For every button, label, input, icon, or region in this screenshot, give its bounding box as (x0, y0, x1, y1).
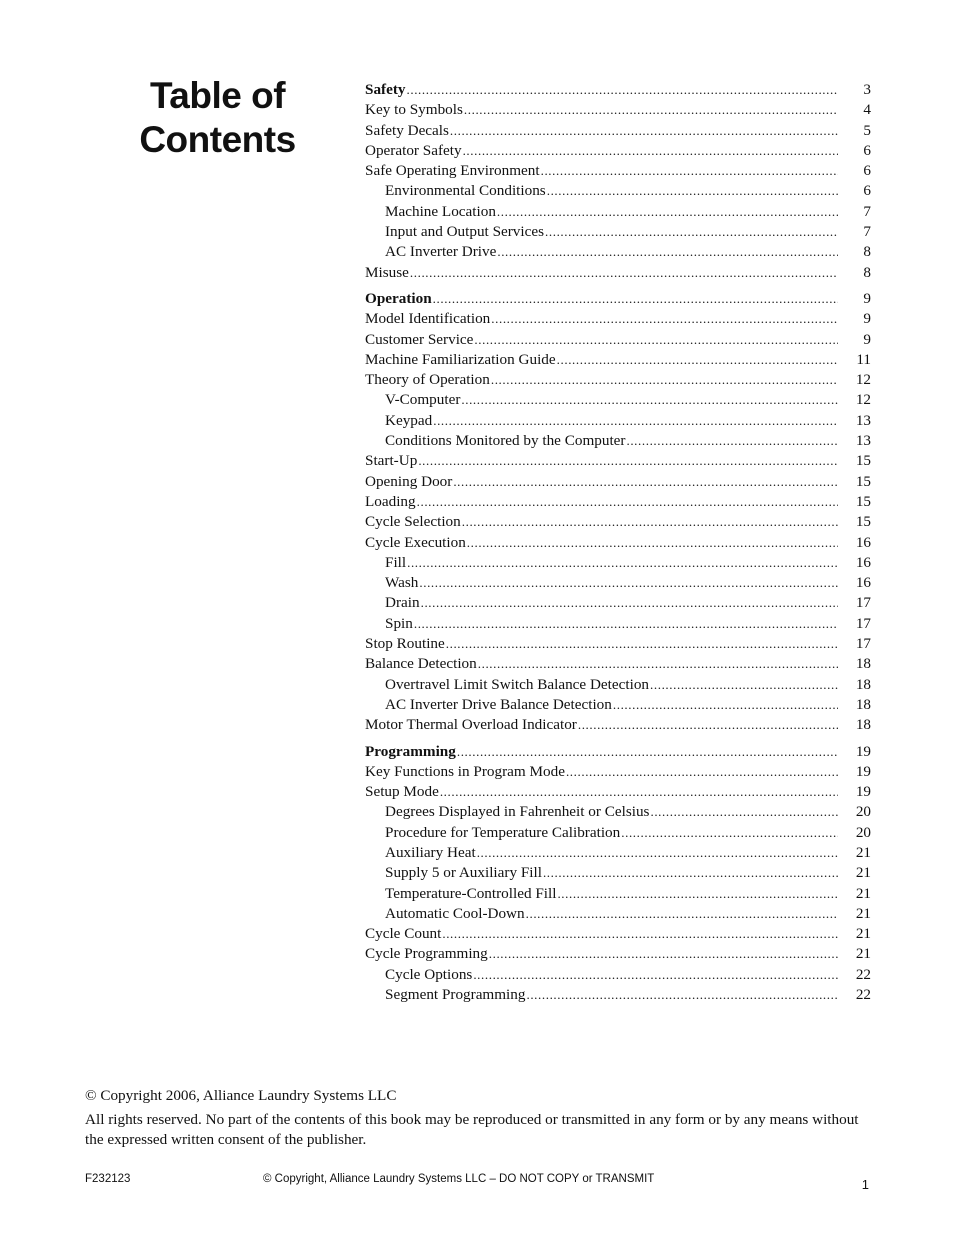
toc-dot-leader (545, 222, 838, 242)
toc-entry[interactable] (365, 161, 871, 181)
toc-dot-leader (497, 202, 838, 222)
toc-entry-label: Key to Symbols (365, 101, 463, 119)
toc-dot-leader (543, 863, 838, 883)
toc-entry[interactable] (365, 370, 871, 390)
toc-dot-leader (457, 742, 838, 762)
toc-entry-label: V-Computer (385, 391, 461, 409)
toc-dot-leader (526, 985, 838, 1005)
toc-entry-page: 13 (855, 432, 871, 450)
toc-dot-leader (650, 675, 838, 695)
toc-entry[interactable] (365, 350, 871, 370)
toc-entry[interactable] (365, 654, 871, 674)
copyright-block (85, 1086, 865, 1154)
toc-entry-page: 18 (855, 716, 871, 734)
toc-dot-leader (526, 904, 838, 924)
toc-entry-label: Segment Programming (385, 986, 526, 1004)
toc-dot-leader (489, 944, 838, 964)
toc-entry-page: 9 (863, 310, 871, 328)
toc-dot-leader (446, 634, 838, 654)
toc-entry-label: Balance Detection (365, 655, 477, 673)
toc-entry-label: Cycle Count (365, 925, 442, 943)
toc-dot-leader (453, 472, 838, 492)
toc-entry-page: 15 (855, 492, 871, 510)
toc-dot-leader (419, 573, 838, 593)
toc-entry[interactable] (365, 924, 871, 944)
toc-entry-label: Key Functions in Program Mode (365, 762, 565, 780)
toc-entry-page: 22 (855, 965, 871, 983)
toc-entry-label: Temperature-Controlled Fill (385, 884, 557, 902)
page-number: 1 (861, 1177, 869, 1192)
toc-dot-leader (613, 695, 838, 715)
toc-dot-leader (557, 350, 838, 370)
toc-entry-page: 15 (855, 452, 871, 470)
toc-entry-page: 13 (855, 411, 871, 429)
toc-dot-leader (621, 823, 838, 843)
page-title (110, 74, 325, 162)
toc-subentry[interactable] (365, 863, 871, 883)
toc-section-entry[interactable] (365, 289, 871, 309)
toc-subentry[interactable] (365, 675, 871, 695)
toc-entry-label: Start-Up (365, 452, 418, 470)
toc-entry-page: 18 (855, 695, 871, 713)
toc-entry-label: Supply 5 or Auxiliary Fill (385, 864, 542, 882)
toc-entry[interactable] (365, 141, 871, 161)
toc-entry-page: 21 (855, 864, 871, 882)
toc-dot-leader (462, 512, 838, 532)
toc-entry-page: 17 (855, 614, 871, 632)
toc-entry-label: Operator Safety (365, 141, 462, 159)
toc-entry-label: Wash (385, 574, 419, 592)
toc-subentry[interactable] (365, 843, 871, 863)
toc-dot-leader (450, 121, 838, 141)
toc-entry-label: Machine Location (385, 202, 496, 220)
toc-entry-page: 9 (863, 330, 871, 348)
toc-dot-leader (491, 309, 838, 329)
toc-subentry[interactable] (365, 411, 871, 431)
toc-entry-label: Misuse (365, 263, 409, 281)
toc-entry-page: 5 (863, 121, 871, 139)
toc-entry-label: Degrees Displayed in Fahrenheit or Celsius (385, 803, 650, 821)
toc-dot-leader (547, 181, 838, 201)
toc-dot-leader (440, 782, 838, 802)
toc-entry-page: 15 (855, 472, 871, 490)
toc-subentry[interactable] (365, 242, 871, 262)
toc-entry-label: Drain (385, 594, 420, 612)
toc-subentry[interactable] (365, 390, 871, 410)
toc-dot-leader (578, 715, 838, 735)
toc-entry[interactable] (365, 634, 871, 654)
toc-entry-page: 6 (863, 162, 871, 180)
toc-entry-label: Setup Mode (365, 783, 439, 801)
toc-dot-leader (478, 654, 838, 674)
toc-entry-label: Cycle Execution (365, 533, 466, 551)
toc-entry-label: Safety Decals (365, 121, 449, 139)
toc-entry[interactable] (365, 263, 871, 283)
toc-entry-label: Procedure for Temperature Calibration (385, 823, 621, 841)
toc-entry[interactable] (365, 492, 871, 512)
toc-entry-page: 15 (855, 513, 871, 531)
rights-statement: All rights reserved. No part of the contents of this book may be reproduced or transmitted in any form or by any means without the expressed written consent of the publisher. (85, 1111, 859, 1148)
toc-entry-label: Motor Thermal Overload Indicator (365, 716, 577, 734)
toc-entry-label: Programming (365, 742, 456, 760)
toc-dot-leader (491, 370, 838, 390)
toc-subentry[interactable] (365, 181, 871, 201)
toc-entry-page: 9 (863, 289, 871, 307)
copyright-line: © Copyright 2006, Alliance Laundry Systems LLC (85, 1087, 397, 1104)
toc-entry-page: 18 (855, 675, 871, 693)
toc-dot-leader (497, 242, 838, 262)
toc-entry[interactable] (365, 309, 871, 329)
toc-dot-leader (473, 965, 838, 985)
toc-entry-page: 6 (863, 182, 871, 200)
toc-entry-label: Keypad (385, 411, 433, 429)
toc-dot-leader (433, 411, 838, 431)
toc-entry-page: 12 (855, 391, 871, 409)
toc-entry-page: 8 (863, 263, 871, 281)
toc-subentry[interactable] (365, 202, 871, 222)
toc-entry-label: AC Inverter Drive (385, 243, 497, 261)
page-title-line-1: Table of (149, 75, 286, 116)
toc-entry-label: Safety (365, 81, 406, 98)
toc-entry[interactable] (365, 782, 871, 802)
toc-dot-leader (407, 553, 838, 573)
toc-entry-page: 17 (855, 594, 871, 612)
toc-entry-label: Operation (365, 289, 432, 307)
toc-entry-page: 4 (863, 101, 871, 119)
footer-notice: © Copyright, Alliance Laundry Systems LLC – DO NOT COPY or TRANSMIT (263, 1173, 655, 1185)
toc-subentry[interactable] (365, 802, 871, 822)
toc-entry-page: 17 (855, 635, 871, 653)
toc-entry-label: Customer Service (365, 330, 474, 348)
toc-entry-label: Cycle Selection (365, 513, 461, 531)
toc-dot-leader (417, 492, 838, 512)
toc-dot-leader (650, 802, 838, 822)
toc-entry-page: 12 (855, 371, 871, 389)
toc-entry-label: Spin (385, 614, 413, 632)
toc-dot-leader (626, 431, 838, 451)
toc-entry-label: Overtravel Limit Switch Balance Detection (385, 675, 650, 693)
toc-entry-label: Automatic Cool-Down (385, 904, 525, 922)
toc-entry-page: 21 (855, 904, 871, 922)
toc-entry-label: Safe Operating Environment (365, 162, 540, 180)
toc-dot-leader (464, 100, 838, 120)
toc-entry-page: 21 (855, 925, 871, 943)
toc-entry-page: 19 (855, 762, 871, 780)
toc-subentry[interactable] (365, 614, 871, 634)
toc-entry[interactable] (365, 472, 871, 492)
toc-entry-page: 8 (863, 243, 871, 261)
toc-entry[interactable] (365, 100, 871, 120)
toc-entry[interactable] (365, 715, 871, 735)
toc-dot-leader (467, 533, 838, 553)
toc-entry[interactable] (365, 533, 871, 553)
toc-dot-leader (410, 263, 838, 283)
toc-list (365, 80, 871, 1005)
toc-entry-label: Cycle Programming (365, 945, 488, 963)
toc-entry-page: 21 (855, 843, 871, 861)
page-title-line-2: Contents (139, 119, 296, 160)
toc-entry-page: 20 (855, 803, 871, 821)
toc-entry-label: Theory of Operation (365, 371, 490, 389)
toc-dot-leader (474, 330, 838, 350)
toc-subentry[interactable] (365, 985, 871, 1005)
toc-entry-label: Input and Output Services (385, 223, 545, 241)
toc-subentry[interactable] (365, 222, 871, 242)
toc-entry-page: 19 (855, 742, 871, 760)
toc-entry[interactable] (365, 121, 871, 141)
toc-dot-leader (566, 762, 838, 782)
toc-dot-leader (442, 924, 838, 944)
toc-entry[interactable] (365, 762, 871, 782)
toc-entry-page: 20 (855, 823, 871, 841)
toc-entry-page: 16 (855, 553, 871, 571)
toc-entry-label: Fill (385, 553, 407, 571)
toc-entry-label: Cycle Options (385, 965, 473, 983)
toc-entry-label: AC Inverter Drive Balance Detection (385, 695, 612, 713)
document-code: F232123 (85, 1173, 131, 1185)
toc-entry-page: 18 (855, 655, 871, 673)
toc-entry-label: Stop Routine (365, 635, 445, 653)
toc-subentry[interactable] (365, 965, 871, 985)
toc-entry-page: 19 (855, 783, 871, 801)
toc-subentry[interactable] (365, 573, 871, 593)
toc-section-entry[interactable] (365, 80, 871, 100)
toc-subentry[interactable] (365, 695, 871, 715)
toc-entry-page: 21 (855, 884, 871, 902)
toc-subentry[interactable] (365, 431, 871, 451)
toc-dot-leader (557, 884, 838, 904)
toc-subentry[interactable] (365, 593, 871, 613)
toc-entry-label: Machine Familiarization Guide (365, 350, 556, 368)
toc-entry-page: 7 (863, 202, 871, 220)
toc-entry[interactable] (365, 944, 871, 964)
toc-dot-leader (541, 161, 838, 181)
toc-dot-leader (463, 141, 838, 161)
toc-dot-leader (477, 843, 838, 863)
toc-entry-label: Opening Door (365, 472, 453, 490)
toc-dot-leader (433, 289, 838, 309)
toc-entry-label: Conditions Monitored by the Computer (385, 432, 626, 450)
toc-dot-leader (421, 593, 838, 613)
toc-entry-label: Auxiliary Heat (385, 843, 476, 861)
toc-entry-page: 3 (863, 81, 871, 98)
toc-section-entry[interactable] (365, 742, 871, 762)
toc-subentry[interactable] (365, 553, 871, 573)
toc-dot-leader (461, 390, 838, 410)
toc-entry[interactable] (365, 512, 871, 532)
toc-dot-leader (407, 80, 839, 100)
toc-entry-page: 21 (855, 945, 871, 963)
toc-entry-page: 11 (856, 350, 871, 368)
toc-entry-page: 16 (855, 574, 871, 592)
toc-entry[interactable] (365, 330, 871, 350)
toc-subentry[interactable] (365, 904, 871, 924)
toc-dot-leader (414, 614, 838, 634)
toc-entry-page: 16 (855, 533, 871, 551)
toc-subentry[interactable] (365, 884, 871, 904)
toc-subentry[interactable] (365, 823, 871, 843)
toc-entry-label: Environmental Conditions (385, 182, 546, 200)
toc-entry[interactable] (365, 451, 871, 471)
toc-entry-label: Loading (365, 492, 416, 510)
toc-entry-page: 22 (855, 986, 871, 1004)
toc-entry-page: 6 (863, 141, 871, 159)
toc-dot-leader (418, 451, 838, 471)
toc-entry-label: Model Identification (365, 310, 491, 328)
toc-entry-page: 7 (863, 223, 871, 241)
